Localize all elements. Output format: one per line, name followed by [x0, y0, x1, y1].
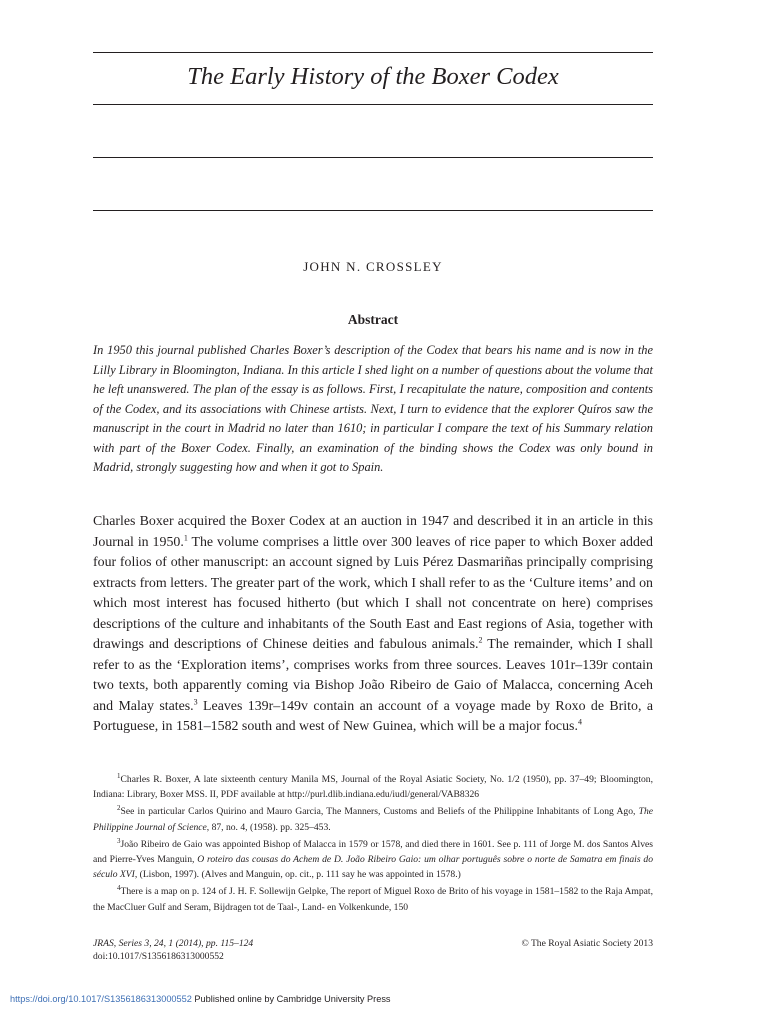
abstract-text: In 1950 this journal published Charles Boxer’s description of the Codex that bears his name and is now in the Lilly Library in Bloomington, Indiana. In this article I shed light on a number of questions about the volume that he left unanswered. The plan of the essay is as follows. First, I recapitulate the nature, composition and contents of the Codex, and its associations with Chinese artists. Next, I turn to evidence that the explorer Quíros saw the manuscript in the court in Madrid no later than 1610; in particular I compare the text of his Summary relation with part of the Boxer Codex. Finally, an examination of the binding shows the Codex was only bound in Madrid, strongly suggesting how and when it got to Spain.	[93, 343, 653, 474]
body-text-segment: Charles Boxer acquired the Boxer Codex at an auction in 1947 and described it in an article in this Journal in 1950.	[93, 514, 653, 550]
footnote-text: , 87, no. 4, (1958). pp. 325–453.	[206, 821, 331, 833]
middle-rule	[93, 157, 653, 158]
footnote-journal-title: The Philippine Journal of Science	[93, 806, 653, 833]
abstract-heading: Abstract	[347, 312, 399, 327]
footnotes	[93, 772, 653, 915]
footnote-mark: 2	[117, 804, 121, 813]
footnote-mark: 1	[117, 771, 121, 780]
lower-rule	[93, 210, 653, 211]
copyright-notice: © The Royal Asiatic Society 2013	[521, 938, 653, 949]
body-text-segment: The remainder, which I shall refer to as the ‘Exploration items’, comprises works from three sources. Leaves 101r–139r contain two texts, both apparently coming via Bishop João Ribeiro de Gaio of Malacca, concerning Aceh and Malay states.	[93, 637, 653, 714]
footnote-mark: 4	[117, 884, 121, 893]
footnote-text: There is a map on p. 124 of J. H. F. Sollewijn Gelpke, The report of Miguel Roxo de Brito of his voyage in 1581–1582 to the Raja Ampat, the MacCluer Gulf and Seram, Bijdragen tot de Taal-, Land- en Volkenkunde, 150	[93, 886, 653, 913]
footnote-ref[interactable]: 4	[577, 717, 582, 727]
article-title: The Early History of the Boxer Codex	[187, 63, 559, 90]
download-notice	[10, 993, 391, 1005]
footnote-text: See in particular Carlos Quirino and Mauro Garcia, The Manners, Customs and Beliefs of the Philippine Inhabitants of Long Ago,	[120, 806, 639, 818]
top-rule	[93, 52, 653, 53]
published-online-text: Published online by Cambridge University Press	[191, 994, 391, 1004]
doi-text: doi:10.1017/S1356186313000552	[93, 951, 224, 962]
footnote-text: Charles R. Boxer, A late sixteenth century Manila MS, Journal of the Royal Asiatic Society, No. 1/2 (1950), pp. 37–49; Bloomington, Indiana: Library, Boxer MSS. II, PDF available at http://purl.dlib.indiana.edu/iudl/general/VAB8326	[93, 774, 653, 801]
doi-link[interactable]: https://doi.org/10.1017/S1356186313000552	[10, 994, 192, 1004]
footnote-ref[interactable]: 2	[478, 635, 483, 645]
footnote-book-title: O roteiro das cousas do Achem de D. João Ribeiro Gaio: um olhar português sobre o norte de Samatra em finais do século XVI	[93, 854, 653, 881]
author-name: JOHN N. CROSSLEY	[303, 259, 443, 274]
body-text-segment: The volume comprises a little over 300 leaves of rice paper to which Boxer added four folios of other manuscript: an account signed by Luis Pérez Dasmariñas principally comprising extracts from letters. The greater part of the work, which I shall refer to as the ‘Culture items’ and on which most interest has focused hitherto (but which I shall not concentrate on here) comprises descriptions of the culture and inhabitants of the South East and East regions of Asia, together with drawings and descriptions of Chinese deities and fabulous animals.	[93, 534, 653, 652]
body-text-segment: Leaves 139r–149v contain an account of a voyage made by Roxo de Brito, a Portuguese, in 1581–1582 south and west of New Guinea, which will be a major focus.	[93, 698, 653, 734]
footnote-ref[interactable]: 3	[193, 696, 198, 706]
footnote-text: João Ribeiro de Gaio was appointed Bishop of Malacca in 1579 or 1578, and died there in 1601. See p. 111 of Jorge M. dos Santos Alves and Pierre-Yves Manguin,	[93, 838, 653, 866]
footnote-ref[interactable]: 1	[183, 532, 188, 542]
footnote-2	[93, 804, 653, 834]
footnote-4	[93, 884, 653, 914]
footnote-1	[93, 772, 653, 802]
journal-citation: JRAS, Series 3, 24, 1 (2014), pp. 115–124	[93, 938, 254, 949]
footnote-text: , (Lisbon, 1997). (Alves and Manguin, op. cit., p. 111 say he was appointed in 1578.)	[134, 869, 461, 881]
title-underline-rule	[93, 104, 653, 105]
footnote-mark: 3	[117, 836, 121, 845]
footnote-3	[93, 837, 653, 883]
body-paragraph	[93, 512, 653, 738]
